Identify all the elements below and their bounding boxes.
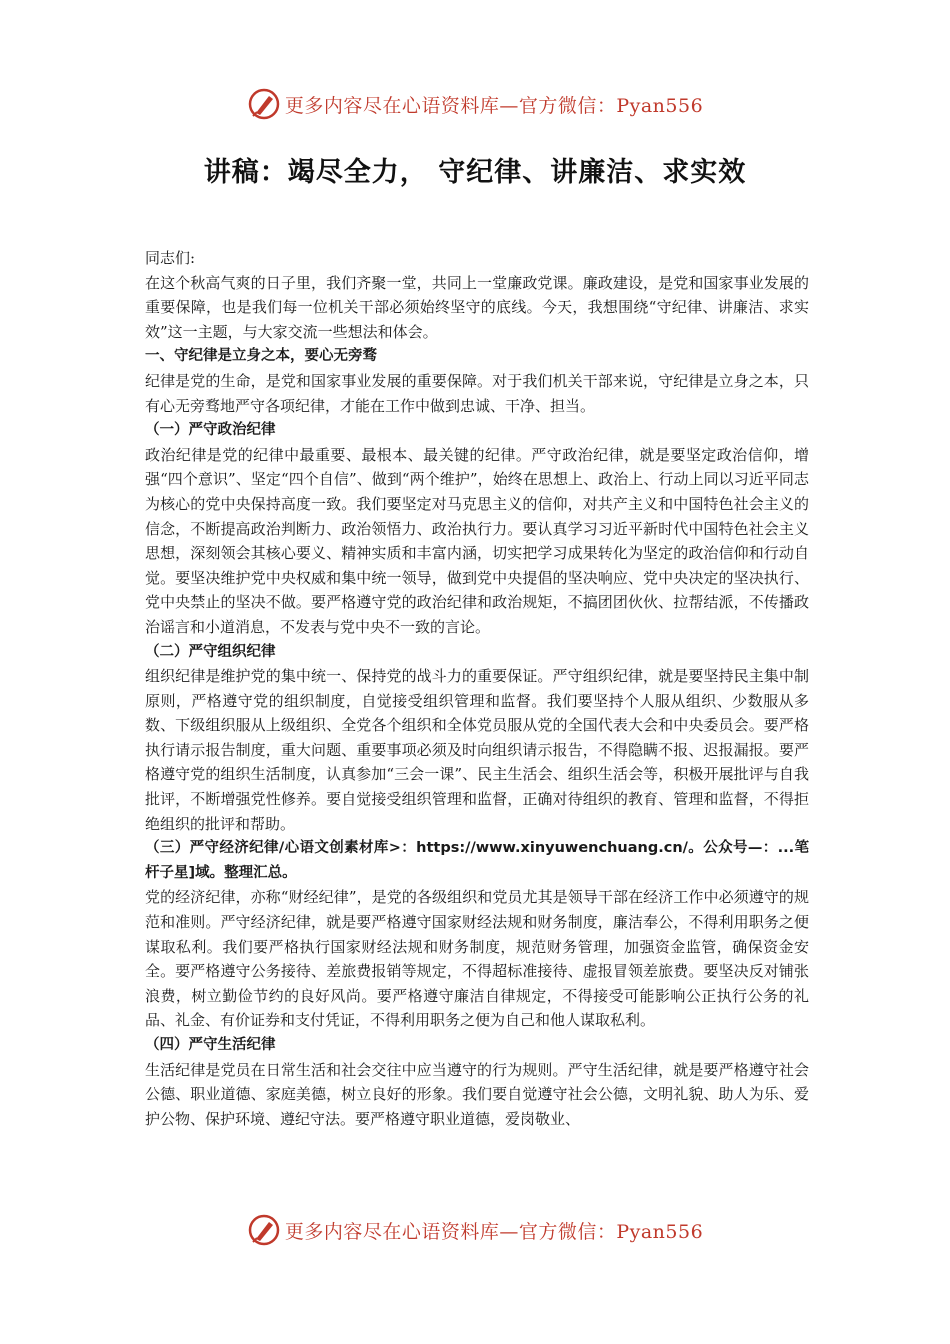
watermark-text: 更多内容尽在心语资料库—官方微信：Pyan556 xyxy=(284,1220,704,1243)
section-heading: （四）严守生活纪律 xyxy=(145,1037,276,1053)
watermark-text: 更多内容尽在心语资料库—官方微信：Pyan556 xyxy=(284,94,704,117)
body-paragraph: 同志们: xyxy=(145,249,196,267)
section-heading: （三）严守经济纪律/心语文创素材库>：https://www.xinyuwenchuang.cn/。公众号—：...笔杆子星]域。整理汇总。 xyxy=(145,840,809,881)
watermark-banner-top xyxy=(0,84,950,124)
body-paragraph: 组织纪律是维护党的集中统一、保持党的战斗力的重要保证。严守组织纪律，就是要坚持民主集中制原则，严格遵守党的组织制度，自觉接受组织管理和监督。我们要坚持个人服从组织、少数服从多数、下级组织服从上级组织、全党各个组织和全体党员服从党的全国代表大会和中央委员会。要严格执行请示报告制度，重大问题、重要事项必须及时向组织请示报告，不得隐瞒不报、迟报漏报。要严格遵守党的组织生活制度，认真参加“三会一课”、民主生活会、组织生活会等，积极开展批评与自我批评，不断增强党性修养。要自觉接受组织管理和监督，正确对待组织的教育、管理和监督，不得拒绝组织的批评和帮助。 xyxy=(145,667,809,833)
section-heading: 一、守纪律是立身之本，要心无旁骛 xyxy=(145,348,377,365)
pen-seal-icon xyxy=(247,1213,281,1247)
page-title: 讲稿：竭尽全力， 守纪律、讲廉洁、求实效 xyxy=(203,157,747,188)
watermark-banner-bottom xyxy=(0,1210,950,1250)
body-paragraph: 在这个秋高气爽的日子里，我们齐聚一堂，共同上一堂廉政党课。廉政建设，是党和国家事业发展的重要保障，也是我们每一位机关干部必须始终坚守的底线。今天，我想围绕“守纪律、讲廉洁、求实效”这一主题，与大家交流一些想法和体会。 xyxy=(145,273,809,341)
body-paragraph: 党的经济纪律，亦称“财经纪律”，是党的各级组织和党员尤其是领导干部在经济工作中必须遵守的规范和准则。严守经济纪律，就是要严格遵守国家财经法规和财务制度，廉洁奉公，不得利用职务之便谋取私利。我们要严格执行国家财经法规和财务制度，规范财务管理，加强资金监管，确保资金安全。要严格遵守公务接待、差旅费报销等规定，不得超标准接待、虚报冒领差旅费。要坚决反对铺张浪费，树立勤俭节约的良好风尚。要严格遵守廉洁自律规定，不得接受可能影响公正执行公务的礼品、礼金、有价证券和支付凭证，不得利用职务之便为自己和他人谋取私利。 xyxy=(145,888,809,1030)
body-paragraph: 生活纪律是党员在日常生活和社会交往中应当遵守的行为规则。严守生活纪律，就是要严格遵守社会公德、职业道德、家庭美德，树立良好的形象。我们要自觉遵守社会公德，文明礼貌、助人为乐、爱护公物、保护环境、遵纪守法。要严格遵守职业道德，爱岗敬业、 xyxy=(145,1060,809,1128)
document-body xyxy=(145,246,809,1131)
section-heading: （一）严守政治纪律 xyxy=(145,422,276,439)
body-paragraph: 政治纪律是党的纪律中最重要、最根本、最关键的纪律。严守政治纪律，就是要坚定政治信仰，增强“四个意识”、坚定“四个自信”、做到“两个维护”，始终在思想上、政治上、行动上同以习近平同志为核心的党中央保持高度一致。我们要坚定对马克思主义的信仰，对共产主义和中国特色社会主义的信念，不断提高政治判断力、政治领悟力、政治执行力。要认真学习习近平新时代中国特色社会主义思想，深刻领会其核心要义、精神实质和丰富内涵，切实把学习成果转化为坚定的政治信仰和行动自觉。要坚决维护党中央权威和集中统一领导，做到党中央提倡的坚决响应、党中央决定的坚决执行、党中央禁止的坚决不做。要严格遵守党的政治纪律和政治规矩，不搞团团伙伙、拉帮结派，不传播政治谣言和小道消息，不发表与党中央不一致的言论。 xyxy=(145,445,809,636)
pen-seal-icon xyxy=(247,87,281,121)
section-heading: （二）严守组织纪律 xyxy=(145,643,276,660)
body-paragraph: 纪律是党的生命，是党和国家事业发展的重要保障。对于我们机关干部来说，守纪律是立身之本，只有心无旁骛地严守各项纪律，才能在工作中做到忠诚、干净、担当。 xyxy=(145,371,809,415)
